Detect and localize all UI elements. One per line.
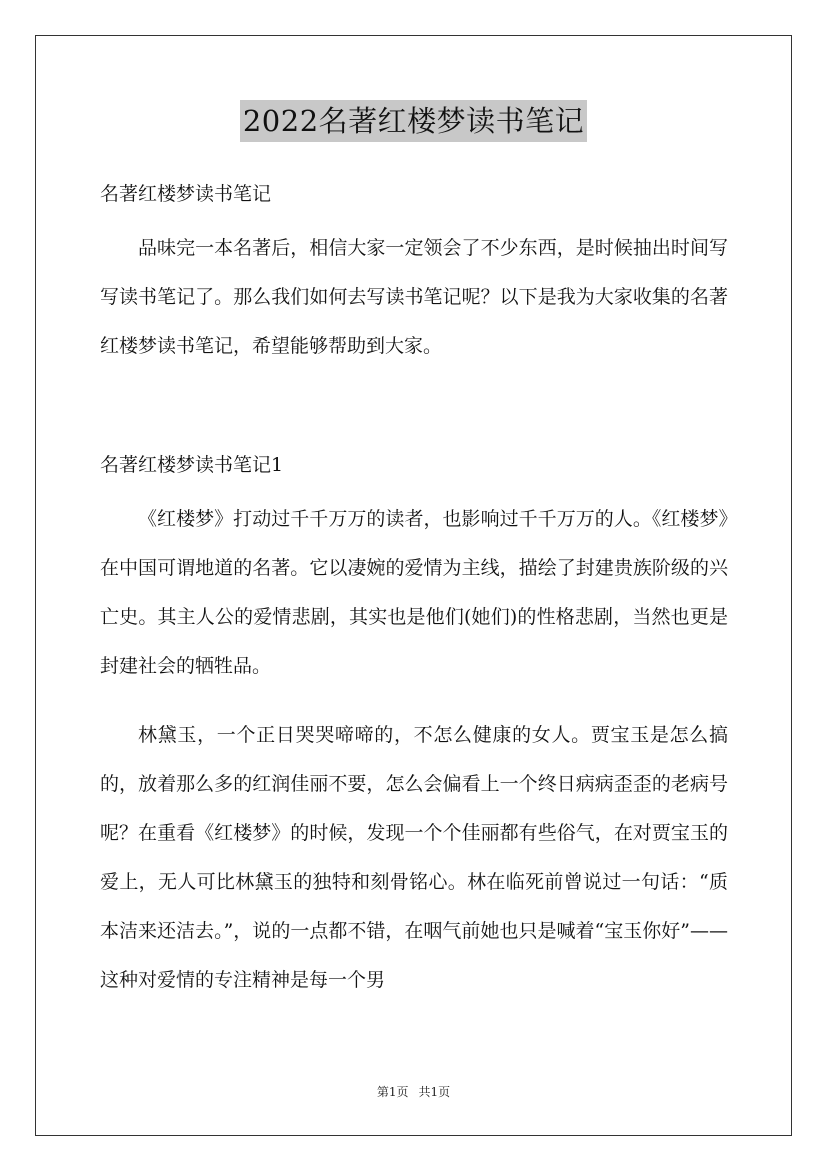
- page-number: 第1页: [376, 1085, 409, 1099]
- total-pages: 共1页: [418, 1085, 451, 1099]
- title-container: [0, 100, 827, 142]
- page-footer: [0, 1083, 827, 1100]
- section-heading: 名著红楼梦读书笔记1: [100, 454, 284, 476]
- body-paragraph-2: 林黛玉，一个正日哭哭啼啼的，不怎么健康的女人。贾宝玉是怎么搞的，放着那么多的红润佳丽不要，怎么会偏看上一个终日病病歪歪的老病号呢？在重看《红楼梦》的时候，发现一个个佳丽都有些俗气，在对贾宝玉的爱上，无人可比林黛玉的独特和刻骨铭心。林在临死前曾说过一句话：“质本洁来还洁去。”，说的一点都不错，在咽气前她也只是喊着“宝玉你好”——这种对爱情的专注精神是每一个男: [100, 724, 728, 991]
- document-subtitle: 名著红楼梦读书笔记: [100, 183, 272, 205]
- body-paragraph-1: 《红楼梦》打动过千千万万的读者，也影响过千千万万的人。《红楼梦》在中国可谓地道的名著。它以凄婉的爱情为主线，描绘了封建贵族阶级的兴亡史。其主人公的爱情悲剧，其实也是他们(她们)的性格悲剧，当然也更是封建社会的牺牲品。: [100, 508, 728, 677]
- document-title: 2022名著红楼梦读书笔记: [240, 100, 587, 142]
- intro-paragraph: 品味完一本名著后，相信大家一定领会了不少东西，是时候抽出时间写写读书笔记了。那么我们如何去写读书笔记呢？以下是我为大家收集的名著红楼梦读书笔记，希望能够帮助到大家。: [100, 237, 728, 357]
